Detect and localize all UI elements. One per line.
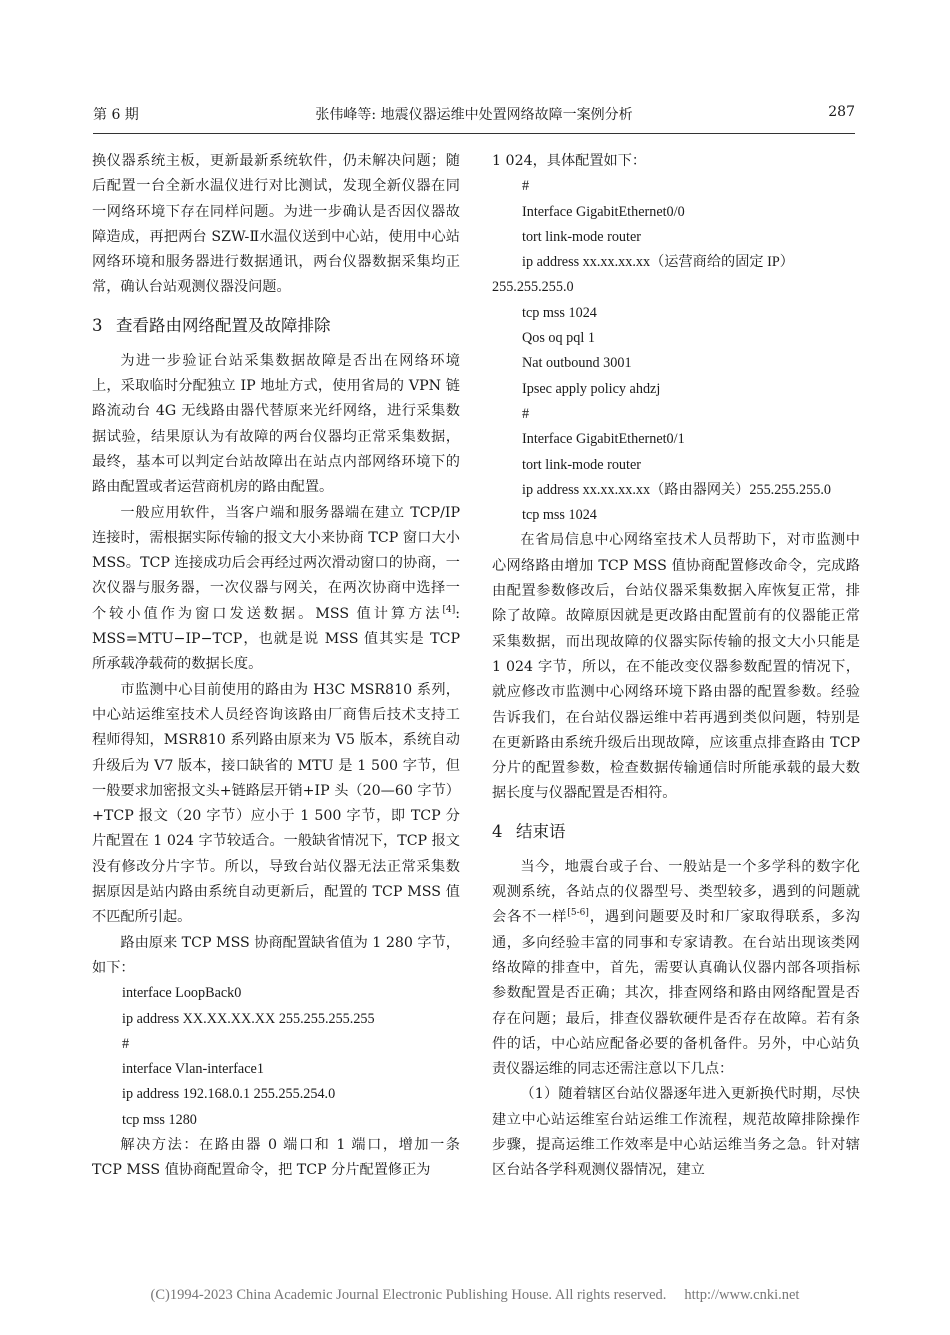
paragraph: 1 024，具体配置如下： — [492, 153, 647, 169]
issue-number: 第 6 期 — [93, 107, 139, 123]
left-column — [92, 149, 460, 1184]
code-line: ip address XX.XX.XX.XX 255.255.255.255 — [122, 1010, 375, 1027]
right-column — [492, 149, 860, 1184]
paragraph: 解决方法：在路由器 0 端口和 1 端口，增加一条 TCP MSS 值协商配置命令，把 TCP 分片配置修正为 — [92, 1136, 460, 1179]
code-line: ip address xx.xx.xx.xx（路由器网关）255.255.255.0 — [522, 481, 831, 498]
code-line: Ipsec apply policy ahdzj — [522, 380, 661, 397]
code-line: Interface GigabitEthernet0/1 — [522, 431, 685, 448]
citation-ref[interactable]: [5-6] — [567, 908, 589, 919]
section-title: 查看路由网络配置及故障排除 — [116, 315, 331, 335]
code-line: Qos oq pql 1 — [522, 330, 595, 347]
code-line: tort link-mode router — [522, 228, 641, 245]
footer-link[interactable]: http://www.cnki.net — [684, 1287, 800, 1303]
paragraph: （1）随着辖区台站仪器逐年进入更新换代时期，尽快建立中心站运维室台站运维工作流程，规范故障排除操作步骤，提高运维工作效率是中心站运维当务之急。针对辖区台站各学科观测仪器情况，建立 — [492, 1086, 860, 1179]
running-title: 张伟峰等: 地震仪器运维中处置网络故障一案例分析 — [315, 107, 633, 123]
code-line: # — [522, 178, 530, 195]
section-number: 4 — [492, 821, 503, 841]
section-title: 结束语 — [516, 821, 566, 841]
code-line: tcp mss 1024 — [522, 304, 597, 321]
code-line: tcp mss 1280 — [122, 1111, 197, 1128]
code-line: tcp mss 1024 — [522, 507, 597, 524]
paragraph: 路由原来 TCP MSS 协商配置缺省值为 1 280 字节，如下： — [92, 934, 460, 976]
code-line: ip address xx.xx.xx.xx（运营商给的固定 IP） — [522, 254, 794, 271]
paragraph: 当今，地震台或子台、一般站是一个多学科的数字化观测系统，各站点的仪器型号、类型较多，遇到的问题就会各不一样[5-6]，遇到问题要及时和厂家取得联系，多沟通，多向经验丰富的同事和专家请教。在台站出现该类网络故障的排查中，首先，需要认真确认仪器内部各项指标参数配置是否正确；其次，排查网络和路由网络配置是否存在问题；最后，排查仪器软硬件是否存在故障。若有条件的话，中心站应配备必要的备机备件。另外，中心站负责仪器运维的同志还需注意以下几点： — [492, 858, 860, 1078]
citation-ref[interactable]: [4] — [442, 604, 456, 615]
copyright-text: (C)1994-2023 China Academic Journal Electronic Publishing House. All rights reserved. — [150, 1287, 667, 1303]
copyright-footer — [0, 1287, 950, 1304]
code-line: # — [522, 405, 530, 422]
page-number: 287 — [828, 104, 855, 120]
paragraph: 一般应用软件，当客户端和服务器端在建立 TCP/IP 连接时，需根据实际传输的报文大小来协商 TCP 窗口大小 MSS。TCP 连接成功后会再经过两次滑动窗口的协商，一次仪器与服务器，一次仪器与网关，在两次协商中选择一个较小值作为窗口发送数据。MSS 值计算方法[4]: MSS=MTU−IP−TCP，也就是说 MSS 值其实是 TCP 所承载净载荷的数据长度。 — [92, 504, 460, 673]
section-number: 3 — [92, 315, 103, 335]
paragraph: 在省局信息中心网络室技术人员帮助下，对市监测中心网络路由增加 TCP MSS 值协商配置修改命令，完成路由配置参数修改后，台站仪器采集数据入库恢复正常，排除了故障。故障原因就是更改路由配置前有的仪器能正常采集数据，而出现故障的仪器实际传输的报文大小只能是 1 024 字节，所以，在不能改变仪器参数配置的情况下，就应修改市监测中心网络环境下路由器的配置参数。经验告诉我们，在台站仪器运维中若再遇到类似问题，特别是在更新路由系统升级后出现故障，应该重点排查路由 TCP 分片的配置参数，检查数据传输通信时所能承载的最大数据长度与仪器配置是否相符。 — [492, 532, 860, 802]
code-line: Nat outbound 3001 — [522, 355, 632, 372]
code-line: interface LoopBack0 — [122, 985, 242, 1002]
running-header — [93, 104, 855, 130]
code-line: interface Vlan-interface1 — [122, 1061, 264, 1078]
paragraph: 为进一步验证台站采集数据故障是否出在网络环境上，采取临时分配独立 IP 地址方式，使用省局的 VPN 链路流动台 4G 无线路由器代替原来光纤网络，进行采集数据试验，结果原认为有故障的两台仪器均正常采集数据，最终，基本可以判定台站故障出在站点内部网络环境下的路由配置或者运营商机房的路由配置。 — [92, 352, 460, 496]
paragraph: 换仪器系统主板，更新最新系统软件，仍未解决问题；随后配置一台全新水温仪进行对比测试，发现全新仪器在同一网络环境下存在同样问题。为进一步确认是否因仪器故障造成，再把两台 SZW-Ⅱ水温仪送到中心站，使用中心站网络环境和服务器进行数据通讯，两台仪器数据采集均正常，确认台站观测仪器没问题。 — [92, 153, 460, 296]
code-line: 255.255.255.0 — [492, 279, 574, 296]
paragraph: 市监测中心目前使用的路由为 H3C MSR810 系列，中心站运维室技术人员经咨询该路由厂商售后技术支持工程师得知，MSR810 系列路由原来为 V5 版本，系统自动升级后为 V7 版本，接口缺省的 MTU 是 1 500 字节，但一般要求加密报文头+链路层开销+IP 头（20—60 字节）+TCP 报文（20 字节）应小于 1 500 字节，即 TCP 分片配置在 1 024 字节较适合。一般缺省情况下，TCP 报文没有修改分片字节。所以，导致台站仪器无法正常采集数据原因是站内路由系统自动更新后，配置的 TCP MSS 值不匹配所引起。 — [92, 681, 460, 926]
section-heading-3 — [92, 313, 460, 339]
code-line: Interface GigabitEthernet0/0 — [522, 203, 685, 220]
code-line: tort link-mode router — [522, 456, 641, 473]
code-line: ip address 192.168.0.1 255.255.254.0 — [122, 1086, 336, 1103]
section-heading-4 — [492, 819, 860, 845]
header-rule — [93, 133, 855, 134]
code-line: # — [122, 1035, 130, 1052]
